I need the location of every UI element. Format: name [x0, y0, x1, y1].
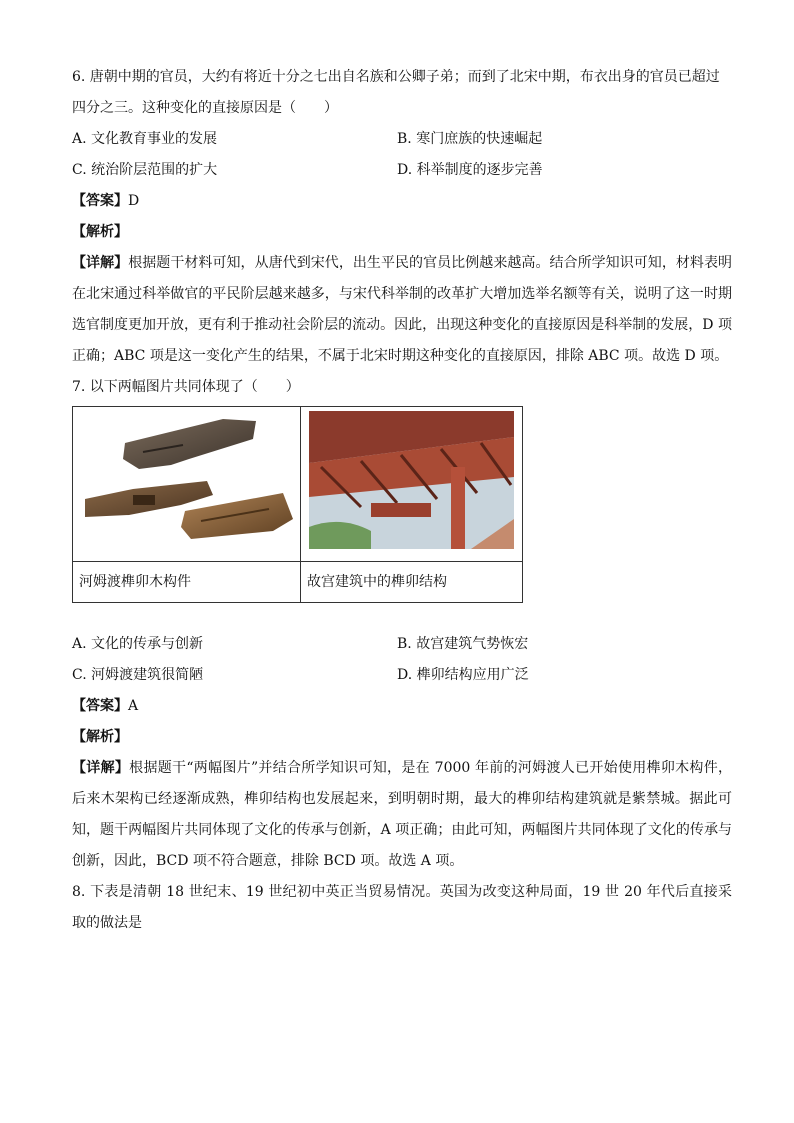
q6-detail-tag: 【详解】 — [72, 255, 129, 271]
q6-answer — [72, 186, 732, 217]
q6-option-d: D. 科举制度的逐步完善 — [397, 162, 543, 178]
q6-analysis-tag: 【解析】 — [72, 224, 128, 240]
q6-option-c: C. 统治阶层范围的扩大 — [72, 162, 218, 178]
q7-analysis-tag: 【解析】 — [72, 729, 128, 745]
q7-figure-left — [73, 407, 301, 562]
q7-figure-right — [301, 407, 523, 562]
q6-answer-tag: 【答案】 — [72, 193, 128, 209]
document-page — [72, 62, 732, 939]
q7-figure-table — [72, 406, 523, 603]
q7-option-c: C. 河姆渡建筑很简陋 — [72, 667, 204, 683]
q6-options-row-1 — [72, 124, 732, 155]
q7-caption-left: 河姆渡榫卯木构件 — [73, 562, 301, 603]
q7-option-d: D. 榫卯结构应用广泛 — [397, 667, 529, 683]
q7-detail — [72, 753, 732, 877]
q7-answer — [72, 691, 732, 722]
hemudu-mortise-tenon-image — [73, 407, 300, 557]
q6-stem-line-2: 四分之三。这种变化的直接原因是（ ） — [72, 100, 338, 116]
q7-stem: 7. 以下两幅图片共同体现了（ ） — [72, 379, 300, 395]
q7-answer-value: A — [128, 698, 139, 714]
q7-caption-right: 故宫建筑中的榫卯结构 — [301, 562, 523, 603]
q7-detail-tag: 【详解】 — [72, 760, 130, 776]
q6-detail — [72, 248, 732, 372]
q6-option-b: B. 寒门庶族的快速崛起 — [397, 131, 543, 147]
q7-detail-text: 根据题干“两幅图片”并结合所学知识可知，是在 7000 年前的河姆渡人已开始使用榫卯木构件，后来木架构已经逐渐成熟，榫卯结构也发展起来，到明朝时期，最大的榫卯结构建筑就是紫禁城。据此可知，题干两幅图片共同体现了文化的传承与创新，A 项正确；由此可知，两幅图片共同体现了文化的传承与创新，因此，BCD 项不符合题意，排除 BCD 项。故选 A 项。 — [72, 760, 733, 869]
q6-option-a: A. 文化教育事业的发展 — [72, 131, 218, 147]
q6-options-row-2 — [72, 155, 732, 186]
q7-answer-tag: 【答案】 — [72, 698, 128, 714]
q7-spacer — [72, 603, 732, 629]
q7-option-a: A. 文化的传承与创新 — [72, 636, 204, 652]
q7-options-row-2 — [72, 660, 732, 691]
q6-detail-text: 根据题干材料可知，从唐代到宋代，出生平民的官员比例越来越高。结合所学知识可知，材料表明在北宋通过科举做官的平民阶层越来越多，与宋代科举制的改革扩大增加选举名额等有关，说明了这一时期选官制度更加开放，更有利于推动社会阶层的流动。因此，出现这种变化的直接原因是科举制的发展，D 项正确；ABC 项是这一变化产生的结果，不属于北宋时期这种变化的直接原因，排除 ABC 项。故选 D 项。 — [72, 255, 733, 364]
q7-option-b: B. 故宫建筑气势恢宏 — [397, 636, 529, 652]
q6-answer-value: D — [128, 193, 140, 209]
forbidden-city-mortise-tenon-image — [301, 407, 522, 557]
q8-stem: 8. 下表是清朝 18 世纪末、19 世纪初中英正当贸易情况。英国为改变这种局面，19 世 20 年代后直接采取的做法是 — [72, 884, 732, 931]
q7-options-row-1 — [72, 629, 732, 660]
q6-stem-line-1: 6. 唐朝中期的官员，大约有将近十分之七出自名族和公卿子弟；而到了北宋中期，布衣出身的官员已超过 — [72, 69, 720, 85]
